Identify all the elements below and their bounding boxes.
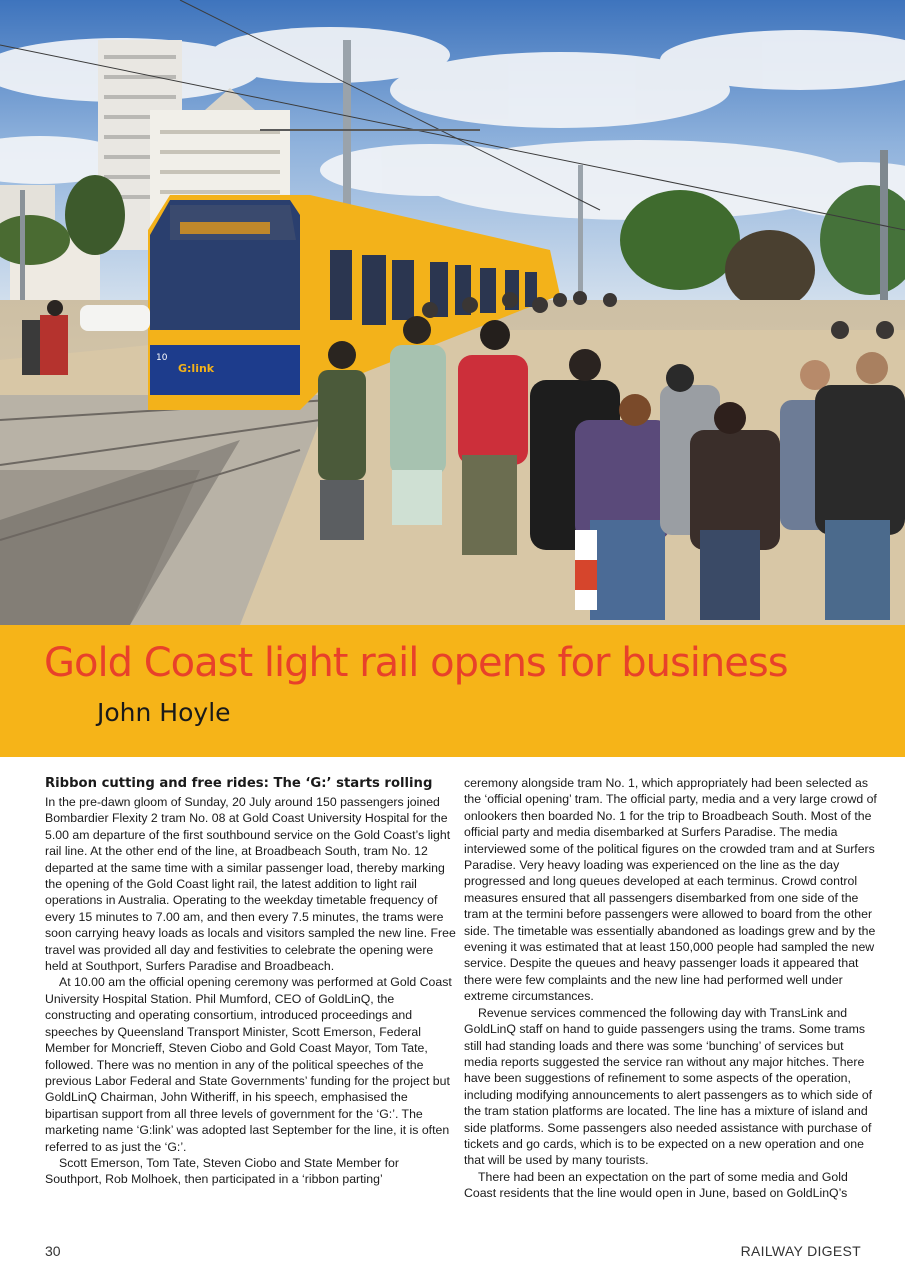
paragraph: In the pre-dawn gloom of Sunday, 20 July around 150 passengers joined Bombardier Flexity 2 tram No. 08 at Gold Coast University Hospital for the 5.00 am departure of the first southbound service on the Gold Coast’s light rail line. At the other end of the line, at Broadbeach South, tram No. 12 departed at the same time with a similar passenger load, thereby marking the opening of the Gold Coast light rail, the latest addition to light rail operations in Australia. Operating to the weekday timetable frequency of every 15 minutes to 7.00 am, and then every 7.5 minutes, the trams were soon carrying heavy loads as locals and visitors sampled the new line. Free travel was provided all day and festivities to celebrate the opening were held at Southport, Surfers Paradise and Broadbeach. bbox=[45, 795, 456, 974]
right-column bbox=[464, 775, 878, 1202]
paragraph: Revenue services commenced the following day with TransLink and GoldLinQ staff on hand to guide passengers using the trams. Some trams still had standing loads and there was some ‘bunching’ of services but media reports suggested the service ran without any major hitches. There have been suggestions of refinement to some aspects of the operation, including modifying announcements to alert passengers as to which side of the tram station platforms are located. The line has a mixture of island and side platforms. Some passengers also needed assistance with purchase of tickets and go cards, which is to be expected on a new operation and one that will be used by many tourists. bbox=[464, 1005, 873, 1168]
magazine-name: RAILWAY DIGEST bbox=[740, 1243, 861, 1259]
paragraph: ceremony alongside tram No. 1, which appropriately had been selected as the ‘official opening’ tram. The official party, media and a very large crowd of onlookers then boarded No. 1 for the trip to Broadbeach South. Most of the official party and media disembarked at Surfers Paradise. The media interviewed some of the political figures on the crowded tram and at Surfers Paradise. Very heavy loading was experienced on the line as the day progressed and long queues developed at each terminus. Crowd control measures ensured that all passengers disembarked from one side of the tram at the termini before passengers were allowed to board from the other side. The timetable was essentially abandoned as loadings grew and by the evening it was estimated that at least 150,000 people had sampled the new service. Despite the queues and heavy passenger loads it appeared that there were few complaints and the new line had performed well under extreme circumstances. bbox=[464, 776, 877, 1004]
hero-photo bbox=[0, 0, 905, 625]
tram-brand-label: G:link bbox=[178, 362, 215, 375]
paragraph: Scott Emerson, Tom Tate, Steven Ciobo and State Member for Southport, Rob Molhoek, then participated in a ‘ribbon parting’ bbox=[45, 1155, 399, 1187]
paragraph: There had been an expectation on the part of some media and Gold Coast residents that the line would open in June, based on GoldLinQ’s bbox=[464, 1169, 848, 1201]
article-author: John Hoyle bbox=[97, 698, 231, 727]
tram-number-label: 10 bbox=[156, 353, 168, 363]
article-title: Gold Coast light rail opens for business bbox=[44, 640, 788, 686]
left-column bbox=[45, 775, 459, 1188]
paragraph: At 10.00 am the official opening ceremony was performed at Gold Coast University Hospital Station. Phil Mumford, CEO of GoldLinQ, the constructing and operating consortium, introduced proceedings and speeches by Queensland Transport Minister, Scott Emerson, Federal Member for Moncrieff, Steven Ciobo and Gold Coast Mayor, Tom Tate, followed. There was no mention in any of the political speeches of the previous Labor Federal and State Governments’ funding for the project but GoldLinQ Chairman, John Witheriff, in his speech, emphasised the bipartisan support from all three levels of government for the ‘G:’. The marketing name ‘G:link’ was adopted last September for the line, it is often referred to as just the ‘G:’. bbox=[45, 975, 452, 1154]
article-subheading: Ribbon cutting and free rides: The ‘G:’ starts rolling bbox=[45, 776, 433, 791]
page-number: 30 bbox=[45, 1243, 61, 1259]
